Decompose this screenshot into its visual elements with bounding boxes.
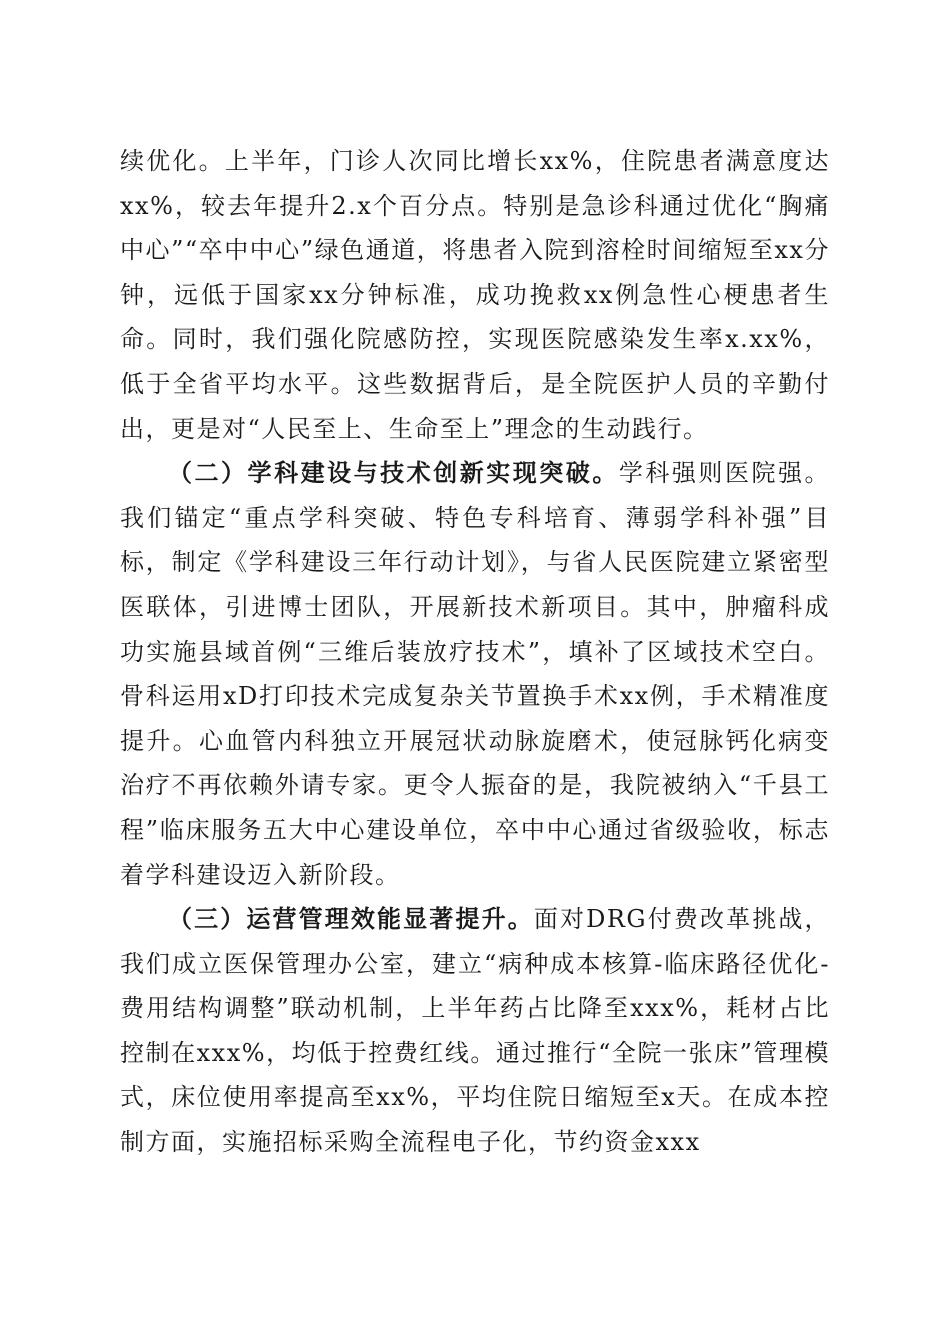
- document-body: [120, 139, 830, 1165]
- section-heading: （二）学科建设与技术创新实现突破。: [168, 458, 619, 488]
- section-heading: （三）运营管理效能显著提升。: [168, 904, 534, 934]
- paragraph-text: 续优化。上半年，门诊人次同比增长xx%，住院患者满意度达xx%，较去年提升2.x个百分点。特别是急诊科通过优化“胸痛中心”“卒中中心”绿色通道，将患者入院到溶栓时间缩短至xx分钟，远低于国家xx分钟标准，成功挽救xx例急性心梗患者生命。同时，我们强化院感防控，实现医院感染发生率x.xx%，低于全省平均水平。这些数据背后，是全院医护人员的辛勤付出，更是对“人民至上、生命至上”理念的生动践行。: [120, 147, 830, 443]
- paragraph-discipline-construction: [120, 451, 830, 897]
- paragraph-operations-management: [120, 897, 830, 1165]
- paragraph-text: 面对DRG付费改革挑战，我们成立医保管理办公室，建立“病种成本核算-临床路径优化-费用结构调整”联动机制，上半年药占比降至xxx%，耗材占比控制在xxx%，均低于控费红线。通过推行“全院一张床”管理模式，床位使用率提高至xx%，平均住院日缩短至x天。在成本控制方面，实施招标采购全流程电子化，节约资金xxx: [120, 905, 831, 1157]
- paragraph-continuation: [120, 139, 830, 451]
- paragraph-text: 学科强则医院强。我们锚定“重点学科突破、特色专科培育、薄弱学科补强”目标，制定《学科建设三年行动计划》，与省人民医院建立紧密型医联体，引进博士团队，开展新技术新项目。其中，肿瘤科成功实施县域首例“三维后装放疗技术”，填补了区域技术空白。骨科运用xD打印技术完成复杂关节置换手术xx例，手术精准度提升。心血管内科独立开展冠状动脉旋磨术，使冠脉钙化病变治疗不再依赖外请专家。更令人振奋的是，我院被纳入“千县工程”临床服务五大中心建设单位，卒中中心通过省级验收，标志着学科建设迈入新阶段。: [120, 459, 831, 889]
